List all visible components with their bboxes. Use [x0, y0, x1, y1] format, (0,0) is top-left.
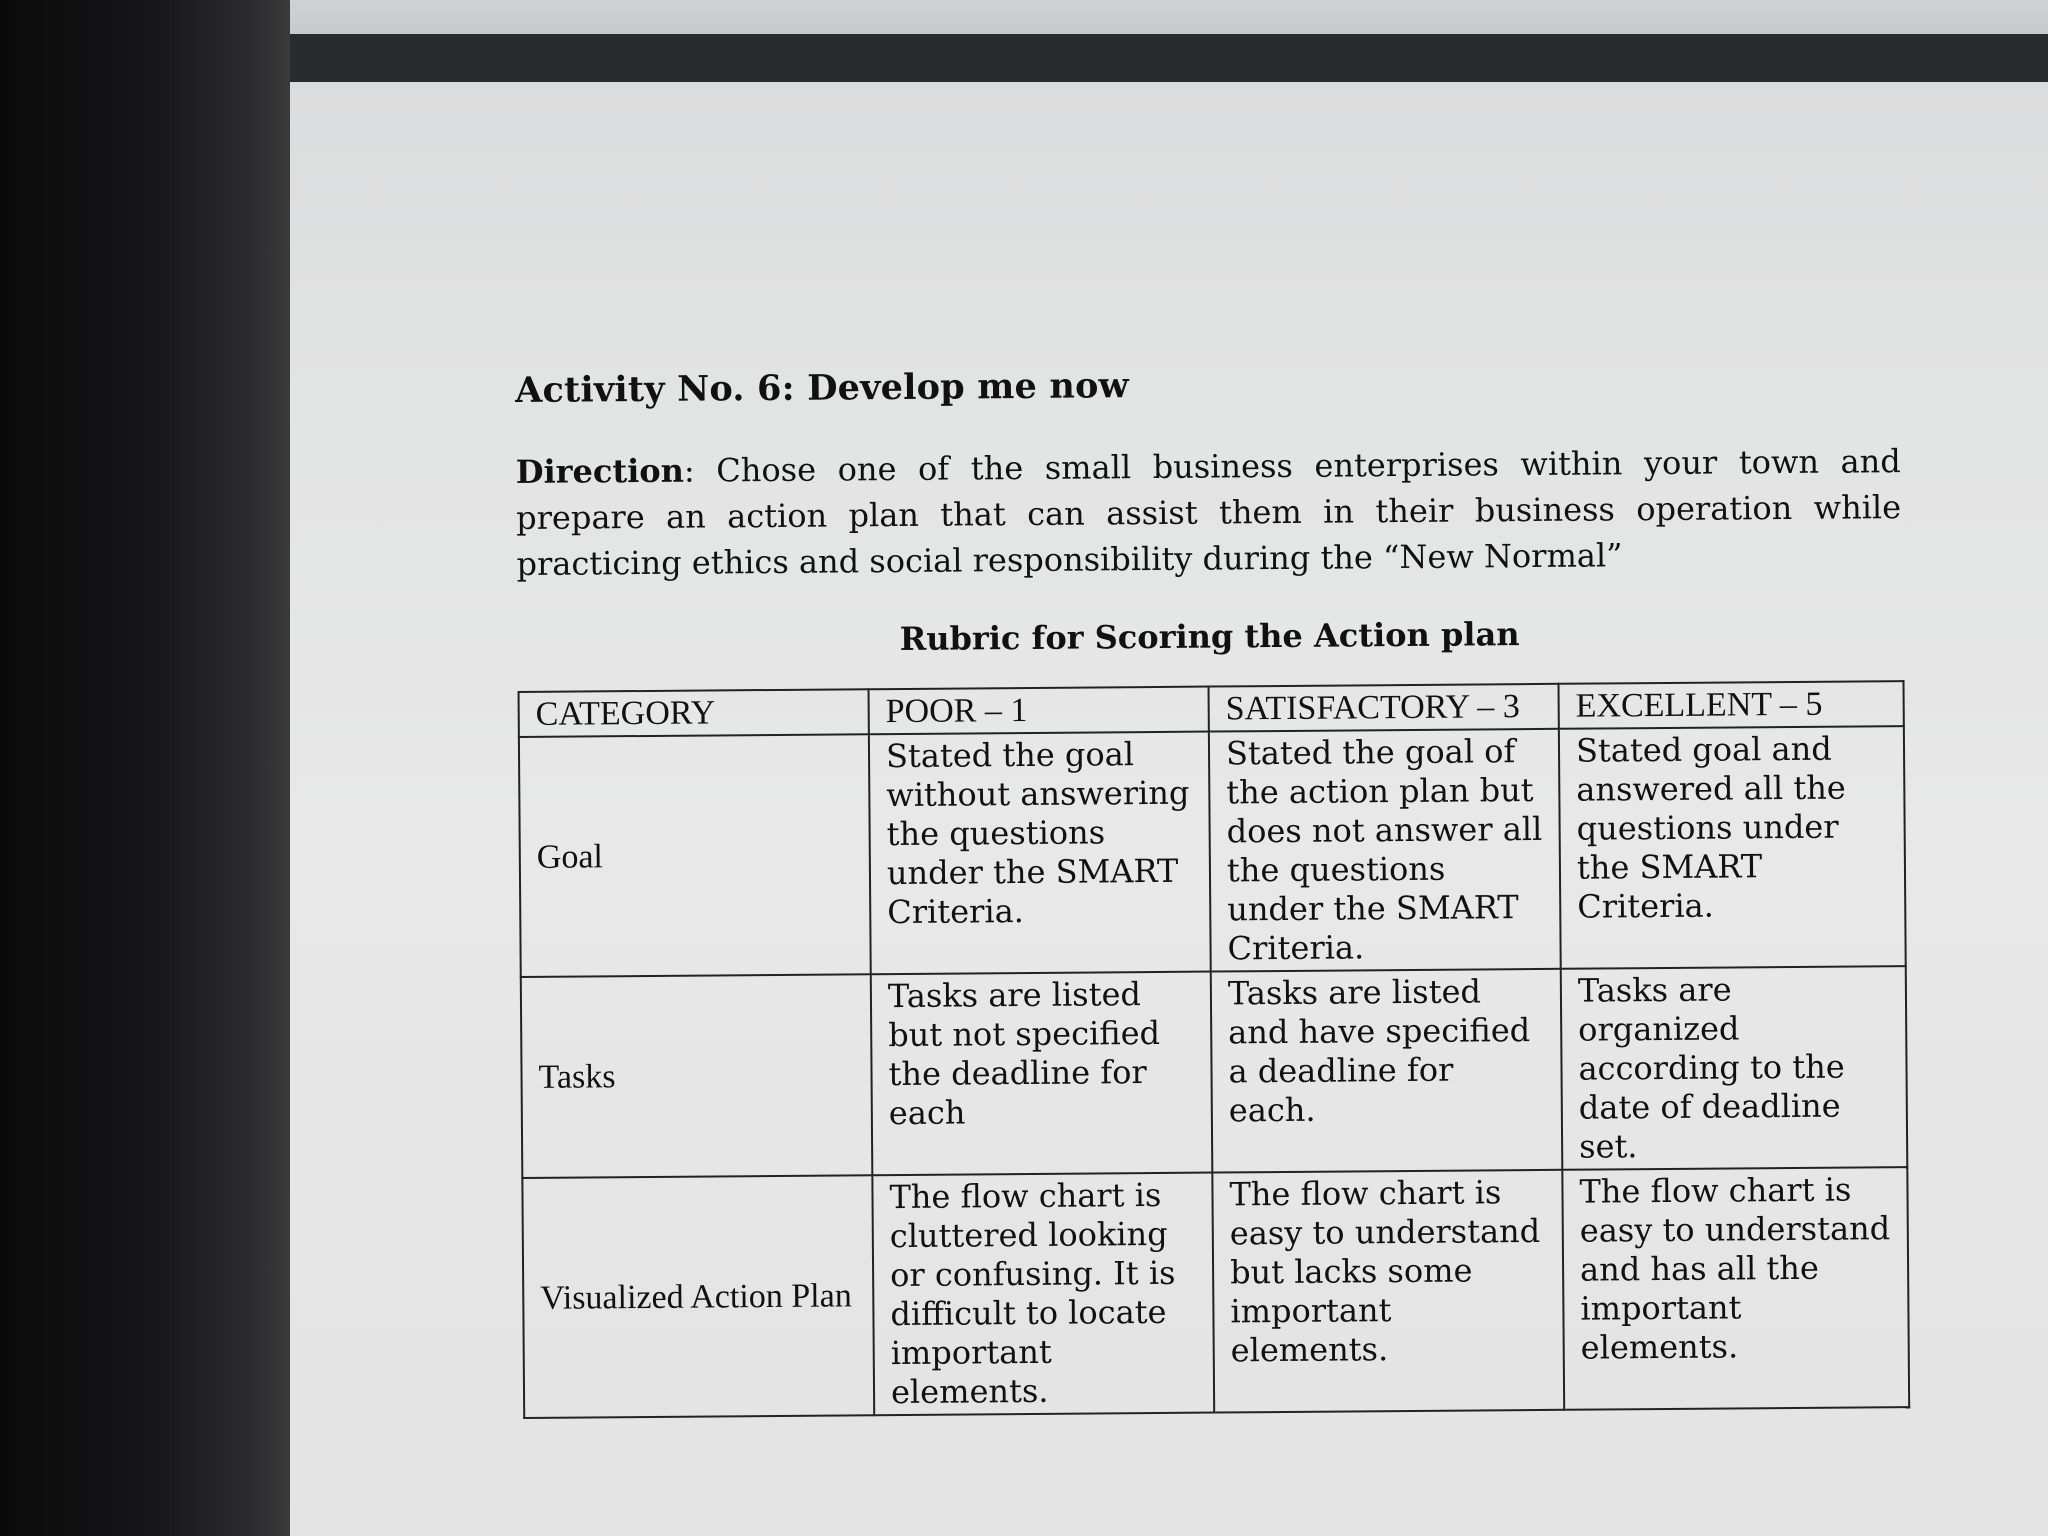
screen: [290, 0, 2048, 1536]
direction-label: Direction: [515, 451, 685, 491]
rubric-table: [518, 680, 1911, 1419]
category-cell: Goal: [519, 734, 871, 977]
category-cell: Visualized Action Plan: [522, 1175, 874, 1418]
activity-title: Activity No. 6: Develop me now: [515, 365, 1130, 411]
poor-cell: Tasks are listed but not specified the deadline for each: [871, 972, 1213, 1176]
header-satisfactory: SATISFACTORY – 3: [1209, 684, 1559, 732]
direction-paragraph: [516, 438, 1902, 587]
excellent-cell: The flow chart is easy to understand and has all the important elements.: [1562, 1167, 1909, 1410]
rubric-row-visualized-action-plan: [522, 1167, 1909, 1418]
screen-top-area: [290, 0, 2048, 34]
monitor-bezel: [0, 0, 175, 1536]
header-category: CATEGORY: [519, 689, 869, 737]
document-page: [515, 357, 2048, 1419]
header-poor: POOR – 1: [869, 687, 1209, 735]
rubric-row-goal: [519, 726, 1906, 977]
excellent-cell: Tasks are organized according to the date of deadline set.: [1561, 966, 1908, 1170]
poor-cell: The flow chart is cluttered looking or confusing. It is difficult to locate important elements.: [872, 1173, 1214, 1416]
category-cell: Tasks: [521, 974, 873, 1178]
satisfactory-cell: The flow chart is easy to understand but lacks some important elements.: [1212, 1170, 1564, 1413]
rubric-title: Rubric for Scoring the Action plan: [899, 615, 1520, 658]
excellent-cell: Stated goal and answered all the questions under the SMART Criteria.: [1559, 726, 1906, 969]
rubric-row-tasks: [521, 966, 1908, 1178]
poor-cell: Stated the goal without answering the questions under the SMART Criteria.: [869, 732, 1211, 975]
satisfactory-cell: Stated the goal of the action plan but does not answer all the questions under the SMART Criteria.: [1209, 729, 1561, 972]
satisfactory-cell: Tasks are listed and have specified a deadline for each.: [1211, 969, 1563, 1173]
direction-text: : Chose one of the small business enterprises within your town and prepare an action plan that can assist them in their business operation while practicing ethics and social responsibility during the “New Normal”: [516, 442, 1902, 583]
monitor-bezel-edge: [175, 0, 290, 1536]
header-excellent: EXCELLENT – 5: [1558, 681, 1903, 729]
document-top-bar: [290, 34, 2048, 82]
